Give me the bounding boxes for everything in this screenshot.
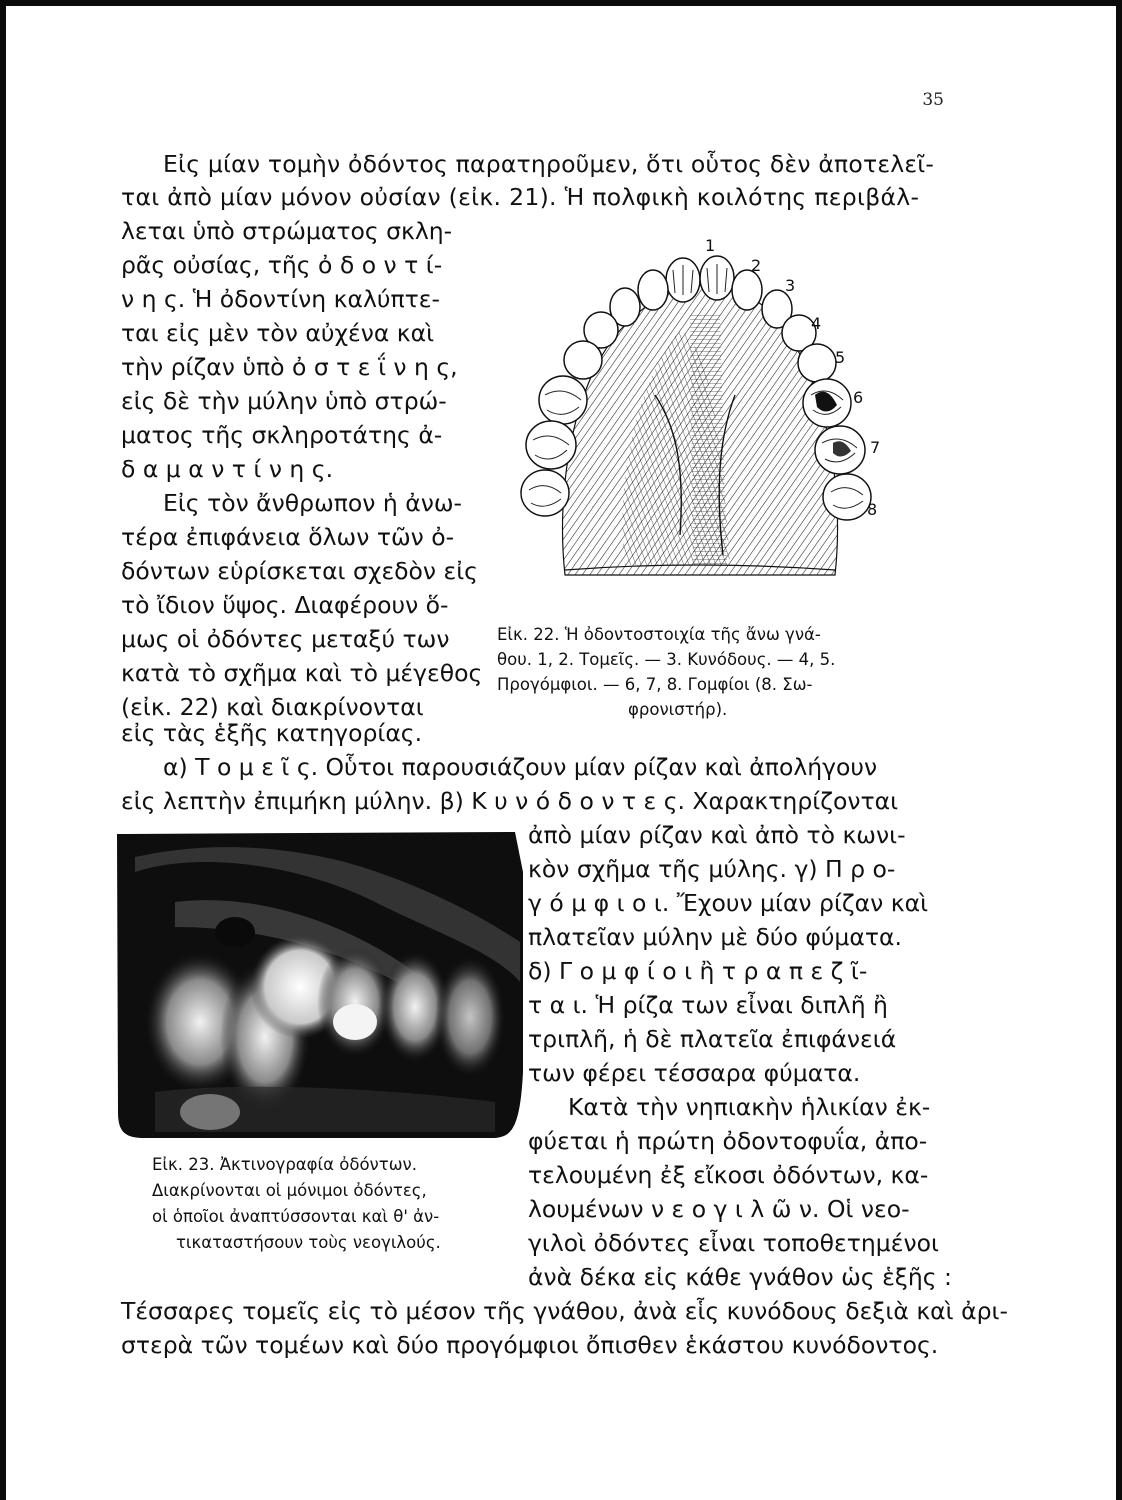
figure-label: 5 <box>835 348 846 367</box>
body-line: τ α ι. Ἡ ρίζα των εἶναι διπλῆ ἢ <box>528 991 888 1019</box>
body-line: ρᾶς οὐσίας, τῆς ὀ δ ο ν τ ί- <box>121 251 443 279</box>
body-line: λεται ὑπὸ στρώματος σκλη- <box>121 217 453 245</box>
figure-caption-23-line: οἱ ὁποῖοι ἀναπτύσσονται καὶ θ' ἀν- <box>152 1207 440 1226</box>
body-line: ται εἰς μὲν τὸν αὐχένα καὶ <box>121 319 435 347</box>
body-line: λουμένων ν ε ο γ ι λ ῶ ν. Οἱ νεο- <box>528 1195 910 1223</box>
body-line: μως οἱ ὀδόντες μεταξύ των <box>121 625 450 653</box>
figure-caption-22-line: θου. 1, 2. Τομεῖς. — 3. Κυνόδους. — 4, 5. <box>497 650 836 669</box>
figure-caption-22-line: Εἰκ. 22. Ἡ ὀδοντοστοιχία τῆς ἄνω γνά- <box>497 625 821 644</box>
figure-label: 8 <box>867 500 878 519</box>
figure-label: 3 <box>785 276 796 295</box>
figure-caption-23-line: Διακρίνονται οἱ μόνιμοι ὀδόντες, <box>152 1181 427 1200</box>
figure-caption-22-line: φρονιστήρ). <box>628 700 728 719</box>
figure-label: 4 <box>811 314 822 333</box>
body-line: τὴν ρίζαν ὑπὸ ὀ σ τ ε ΐ ν η ς, <box>121 353 458 381</box>
scan-border <box>0 0 6 1500</box>
body-line: πλατεῖαν μύλην μὲ δύο φύματα. <box>528 923 902 951</box>
body-line: εἰς δὲ τὴν μύλην ὑπὸ στρώ- <box>121 387 447 415</box>
body-line: τέρα ἐπιφάνεια ὅλων τῶν ὀ- <box>121 523 455 551</box>
body-line: στερὰ τῶν τομέων καὶ δύο προγόμφιοι ὄπισθεν ἑκάστου κυνόδοντος. <box>121 1331 939 1359</box>
body-line: ματος τῆς σκληροτάτης ἀ- <box>121 421 443 449</box>
body-line: ἀπὸ μίαν ρίζαν καὶ ἀπὸ τὸ κωνι- <box>528 821 906 849</box>
scan-border <box>0 0 1122 6</box>
body-line: των φέρει τέσσαρα φύματα. <box>528 1059 861 1087</box>
figure-label: 6 <box>853 388 864 407</box>
body-line: Εἰς μίαν τομὴν ὀδόντος παρατηροῦμεν, ὅτι οὗτος δὲν ἀποτελεῖ- <box>163 150 935 178</box>
body-line: Εἰς τὸν ἄνθρωπον ἡ ἀνω- <box>163 489 463 517</box>
body-line: φύεται ἡ πρώτη ὀδοντοφυΐα, ἀπο- <box>528 1127 928 1155</box>
body-line: γ ό μ φ ι ο ι. Ἔχουν μίαν ρίζαν καὶ <box>528 889 929 917</box>
figure-caption-23-line: Εἰκ. 23. Ἀκτινογραφία ὀδόντων. <box>152 1155 417 1174</box>
body-line: ται ἀπὸ μίαν μόνον οὐσίαν (εἰκ. 21). Ἡ πολφικὴ κοιλότης περιβάλ- <box>121 183 920 211</box>
body-line: τριπλῆ, ἡ δὲ πλατεῖα ἐπιφάνειά <box>528 1025 897 1053</box>
scan-border <box>1116 0 1122 1500</box>
dental-xray-photo <box>115 832 525 1140</box>
figure-label: 2 <box>751 256 762 275</box>
page-number: 35 <box>922 90 944 110</box>
body-line: κὸν σχῆμα τῆς μύλης. γ) Π ρ ο- <box>528 855 896 883</box>
body-line: κατὰ τὸ σχῆμα καὶ τὸ μέγεθος <box>121 659 483 687</box>
body-line: γιλοὶ ὀδόντες εἶναι τοποθετημένοι <box>528 1229 939 1257</box>
figure-label: 1 <box>705 236 716 255</box>
dental-arch-illustration <box>505 235 885 595</box>
body-line: Κατὰ τὴν νηπιακὴν ἡλικίαν ἐκ- <box>568 1093 931 1121</box>
body-line: εἰς λεπτὴν ἐπιμήκη μύλην. β) Κ υ ν ό δ ο ν τ ε ς. Χαρακτηρίζονται <box>121 787 899 815</box>
body-line: δ) Γ ο μ φ ί ο ι ἢ τ ρ α π ε ζ ῖ- <box>528 957 868 985</box>
body-line: ἀνὰ δέκα εἰς κάθε γνάθον ὡς ἑξῆς : <box>528 1263 952 1291</box>
body-line: τελουμένη ἐξ εἴκοσι ὀδόντων, κα- <box>528 1161 929 1189</box>
body-line: (εἰκ. 22) καὶ διακρίνονται <box>121 693 424 721</box>
body-line: τὸ ἴδιον ὕψος. Διαφέρουν ὅ- <box>121 591 449 619</box>
body-line: ν η ς. Ἡ ὀδοντίνη καλύπτε- <box>121 285 440 313</box>
body-line: Τέσσαρες τομεῖς εἰς τὸ μέσον τῆς γνάθου, ἀνὰ εἷς κυνόδους δεξιὰ καὶ ἀρι- <box>121 1297 1008 1325</box>
figure-label: 7 <box>870 438 881 457</box>
body-line: α) Τ ο μ ε ῖ ς. Οὗτοι παρουσιάζουν μίαν ρίζαν καὶ ἀπολήγουν <box>163 753 878 781</box>
body-line: δόντων εὑρίσκεται σχεδὸν εἰς <box>121 557 478 585</box>
body-line: δ α μ α ν τ ί ν η ς. <box>121 455 334 483</box>
body-line: εἰς τὰς ἑξῆς κατηγορίας. <box>121 719 423 747</box>
figure-caption-22-line: Προγόμφιοι. — 6, 7, 8. Γομφίοι (8. Σω- <box>497 675 813 694</box>
figure-caption-23-line: τικαταστήσουν τοὺς νεογιλούς. <box>176 1233 441 1252</box>
